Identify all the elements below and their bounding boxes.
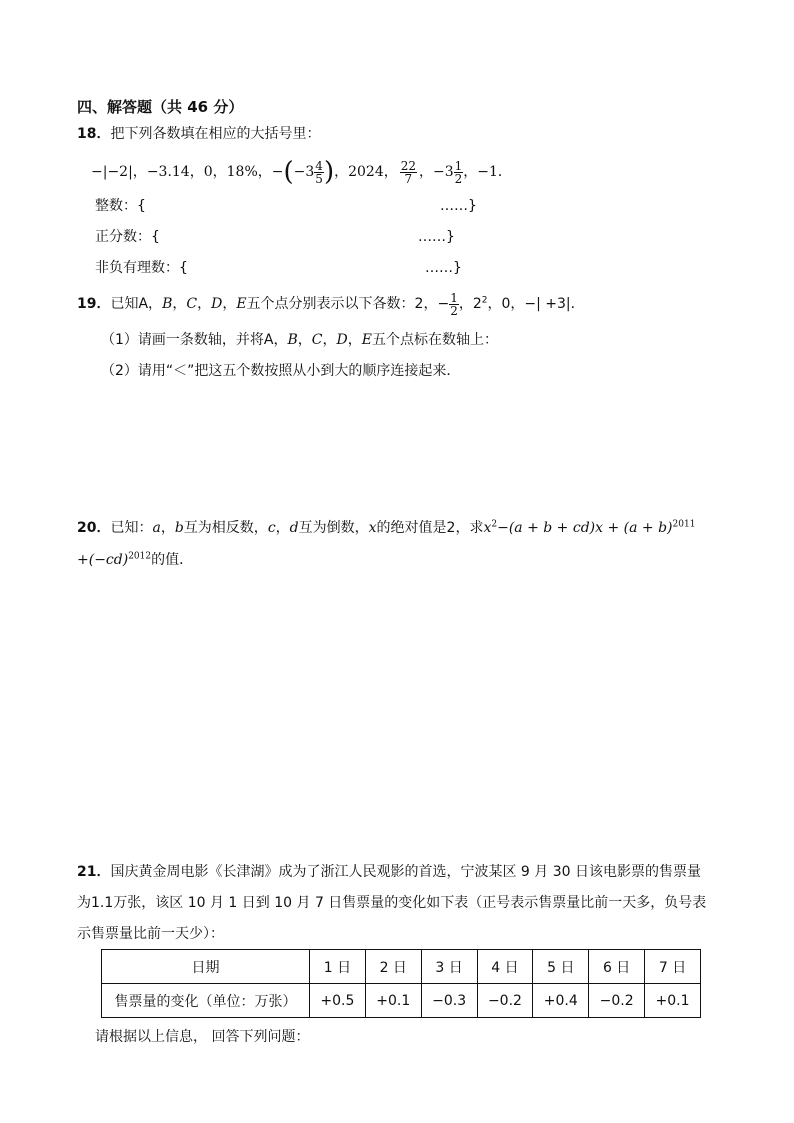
q18-nonnegative-end: ……} — [425, 260, 462, 276]
table-cell: −0.2 — [589, 984, 645, 1018]
q20-text-1: 已知： — [110, 520, 153, 536]
table-row — [102, 950, 701, 984]
q19-part1-text-a: （1）请画一条数轴，并将A， — [101, 332, 288, 348]
q18-n5-sign: − — [271, 164, 284, 180]
q19-sep: ， — [322, 332, 337, 348]
table-row — [102, 984, 701, 1018]
q21-line3: 示售票量比前一天少）： — [77, 926, 224, 942]
q20-var-b: b — [174, 520, 184, 536]
q18-n5-rparen: ) — [323, 157, 335, 187]
q20-var-a: a — [152, 520, 161, 536]
q19-point-d: D — [211, 296, 223, 312]
q18-n8-fraction — [454, 160, 464, 185]
table-cell: +0.1 — [365, 984, 421, 1018]
q19-square-exponent: 2 — [481, 295, 488, 306]
q19-part1 — [101, 330, 498, 350]
q19-sep: ， — [222, 296, 237, 312]
q19-point-b: B — [162, 296, 173, 312]
table-cell: 1 日 — [310, 950, 366, 984]
q18-n1: −|−2|， — [91, 164, 147, 180]
q20-square-exponent: 2 — [491, 519, 498, 530]
table-cell: 4 日 — [477, 950, 533, 984]
table-cell: −0.3 — [421, 984, 477, 1018]
q20-var-c: c — [267, 520, 276, 536]
table-cell: −0.2 — [477, 984, 533, 1018]
q20-var-d: d — [289, 520, 299, 536]
q18-n7-denominator: 7 — [404, 171, 413, 186]
table-cell: 5 日 — [533, 950, 589, 984]
q21-after-table: 请根据以上信息， 回答下列问题： — [95, 1029, 310, 1045]
q19-text-c: ，2 — [458, 296, 482, 312]
q18-integers-end: ……} — [440, 198, 477, 214]
q19-part1-point-e: E — [361, 332, 372, 348]
q20-text-3: 互为倒数， — [298, 520, 369, 536]
q18-n5-whole: −3 — [293, 164, 315, 180]
q20-exponent-2011: 2011 — [672, 519, 696, 530]
q19-text-a: 已知A， — [110, 296, 163, 312]
q20-expression-2: +(−cd) — [77, 552, 129, 568]
q18-n5-lparen: ( — [283, 157, 294, 187]
q19-sep: ， — [347, 332, 362, 348]
q18-text: 把下列各数填在相应的大括号里： — [110, 126, 321, 142]
q18-n9: −1． — [477, 164, 512, 180]
q21-number: 21． — [77, 864, 111, 880]
q18-n5-fraction — [314, 160, 324, 185]
q19-part1-point-b: B — [287, 332, 298, 348]
q20-line2 — [77, 550, 193, 570]
q18-n8-denominator: 2 — [454, 171, 463, 186]
q20-sep: ， — [275, 520, 290, 536]
q19-sep: ， — [297, 332, 312, 348]
table-cell: 2 日 — [365, 950, 421, 984]
q19-fraction-numerator: 1 — [450, 290, 458, 305]
q19-part2: （2）请用“＜”把这五个数按照从小到大的顺序连接起来． — [101, 363, 461, 379]
q21-line2: 为1.1万张，该区 10 月 1 日到 10 月 7 日售票量的变化如下表（正号表示售票量比前一天多，负号表 — [77, 895, 707, 911]
q19-part1-point-d: D — [336, 332, 348, 348]
table-header-date: 日期 — [102, 950, 310, 984]
q21-line1 — [77, 862, 701, 882]
q18-n7-fraction — [400, 160, 417, 185]
q20-text-5: 的值． — [151, 552, 194, 568]
q18-n5-numerator: 4 — [315, 158, 323, 173]
section-title: 四、解答题（共 46 分） — [77, 98, 244, 116]
q20-sep: ， — [160, 520, 175, 536]
q18-positive-fractions-end: ……} — [418, 229, 455, 245]
q18-n5-denominator: 5 — [315, 171, 323, 186]
table-cell: 3 日 — [421, 950, 477, 984]
q21-text-1: 国庆黄金周电影《长津湖》成为了浙江人民观影的首选，宁波某区 9 月 30 日该电影票的售票量 — [110, 864, 702, 880]
q19-sep: ， — [197, 296, 212, 312]
sales-change-table — [101, 949, 701, 1018]
table-cell: +0.1 — [645, 984, 701, 1018]
q18-n2: −3.14， — [146, 164, 204, 180]
q19-part1-text-b: 五个点标在数轴上： — [371, 332, 498, 348]
q19-text-b: 五个点分别表示以下各数：2，− — [246, 296, 450, 312]
q19-fraction-denominator: 2 — [450, 303, 458, 318]
q18-positive-fractions-label: 正分数：{ — [95, 229, 160, 245]
q18-n5-sep: ， — [334, 164, 349, 180]
q19-sep: ， — [172, 296, 187, 312]
q19-part1-point-c: C — [311, 332, 323, 348]
q18-n8-whole: −3 — [433, 164, 454, 180]
q18-n7-numerator: 22 — [400, 158, 417, 173]
q19-point-c: C — [186, 296, 198, 312]
q19-prompt — [77, 290, 585, 320]
q19-fraction — [449, 292, 459, 317]
table-cell: 6 日 — [589, 950, 645, 984]
q18-n8-numerator: 1 — [454, 158, 463, 173]
q20-text-2: 互为相反数， — [183, 520, 268, 536]
q20-expression: −(a + b + cd)x + (a + b) — [497, 520, 673, 536]
q18-n3: 0， — [203, 164, 227, 180]
q18-n7-sep: ， — [419, 164, 434, 180]
q20-number: 20． — [77, 520, 111, 536]
q20-expr-x: x — [483, 520, 492, 536]
q18-n4: 18%， — [226, 164, 272, 180]
q18-prompt — [77, 124, 320, 144]
q20-text-4: 的绝对值是2，求 — [376, 520, 484, 536]
q20-line1 — [77, 518, 695, 538]
table-cell: +0.5 — [310, 984, 366, 1018]
q18-n6: 2024， — [348, 164, 398, 180]
q19-text-d: ，0，−| +3|． — [487, 296, 585, 312]
table-header-change: 售票量的变化（单位：万张） — [102, 984, 310, 1018]
q20-exponent-2012: 2012 — [128, 551, 152, 562]
q18-n8-sep: ， — [463, 164, 478, 180]
table-cell: 7 日 — [645, 950, 701, 984]
q19-number: 19． — [77, 296, 111, 312]
q18-number: 18． — [77, 126, 111, 142]
table-cell: +0.4 — [533, 984, 589, 1018]
q20-var-x: x — [368, 520, 377, 536]
q18-number-list — [91, 158, 512, 186]
q18-integers-label: 整数：{ — [95, 198, 146, 214]
q18-nonnegative-label: 非负有理数：{ — [95, 260, 188, 276]
q19-point-e: E — [236, 296, 247, 312]
